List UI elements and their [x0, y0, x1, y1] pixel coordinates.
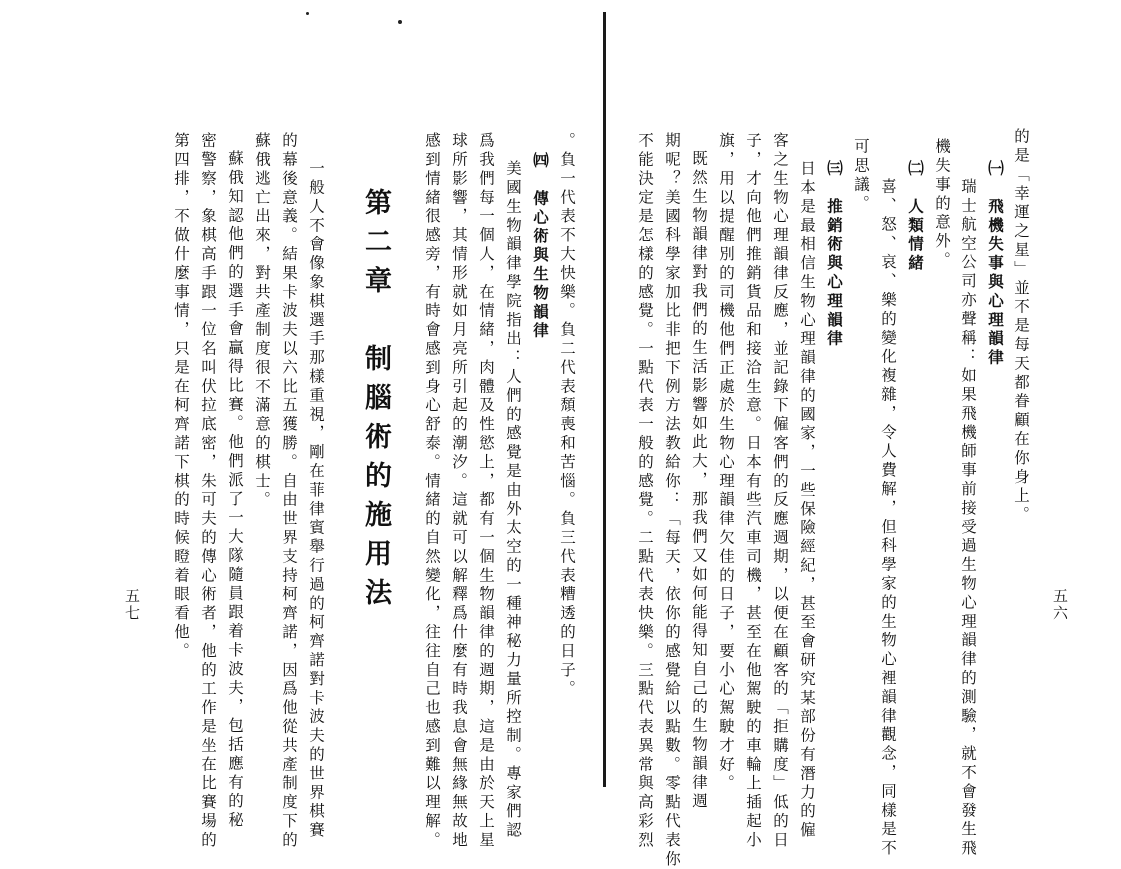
- page-number-right: 五六: [1051, 588, 1069, 622]
- text-column: 蘇俄逃亡出來，對共產制度很不滿意的棋士。: [253, 132, 271, 510]
- text-column: 。負一代表不大快樂。負二代表頹喪和苦惱。負三代表糟透的日子。: [558, 132, 576, 699]
- text-column: 的是「幸運之星」並不是每天都眷顧在你身上。: [1012, 128, 1030, 525]
- text-column: 球所影響，其情形就如月亮所引起的潮汐。這就可以解釋爲什麼有時我息會無緣無故地: [450, 132, 468, 851]
- text-column: 既然生物韻律對我們的生活影響如此大，那我們又如何能得知自己的生物韻律週: [690, 150, 708, 812]
- text-column: 爲我們每一個人，在情緒，肉體及性慾上，都有一個生物韻律的週期，這是由於天上星: [477, 132, 495, 851]
- text-column: 一般人不會像象棋選手那樣重視，剛在菲律賓舉行過的柯齊諾對卡波夫的世界棋賽: [307, 160, 325, 841]
- text-column: 瑞士航空公司亦聲稱：如果飛機師事前接受過生物心理韻律的測驗，就不會發生飛: [959, 178, 977, 859]
- text-column: 感到情緒很感旁，有時會感到身心舒泰。情緒的自然變化，往往自己也感到難以理解。: [423, 132, 441, 851]
- text-column: 旗，用以提醒別的司機他們正處於生物心理韻律欠佳的日子，要小心駕駛才好。: [717, 132, 735, 794]
- text-column: 不能決定是怎樣的感覺。一點代表一般的感覺。二點代表快樂。三點代表異常與高彩烈: [636, 132, 654, 851]
- text-column: 機失事的意外。: [933, 138, 951, 271]
- text-column: 蘇俄知認他們的選手會贏得比賽。他們派了一大隊隨員跟着卡波夫，包括應有的秘: [226, 150, 244, 831]
- section-heading: ㈡ 人類情緒: [906, 160, 925, 274]
- section-heading: ㈠ 飛機失事與心理韻律: [986, 160, 1005, 368]
- page-number-left: 五七: [123, 588, 141, 622]
- text-column: 的幕後意義。結果卡波夫以六比五獲勝。自由世界支持柯齊諾，因爲他從共產制度下的: [280, 132, 298, 851]
- book-gutter: [603, 12, 606, 787]
- text-column: 可思議。: [852, 138, 870, 214]
- ink-speck: [306, 12, 309, 15]
- text-column: 期呢？美國科學家加比非把下例方法教給你：「每天，依你的感覺給以點數。零點代表你: [663, 132, 681, 869]
- section-heading: ㈢ 推銷術與心理韻律: [825, 160, 844, 349]
- chapter-title: 第二章 制腦術的施用法: [360, 188, 391, 617]
- text-column: 日本是最相信生物心理韻律的國家，一些保險經紀，甚至會研究某部份有潛力的僱: [798, 160, 816, 841]
- text-column: 美國生物韻律學院指出：人們的感覺是由外太空的一種神秘力量所控制。專家們認: [504, 160, 522, 841]
- text-column: 子，才向他們推銷貨品和接洽生意。日本有些汽車司機，甚至在他駕駛的車輪上插起小: [744, 132, 762, 851]
- text-column: 密警察，象棋高手跟一位名叫伏拉底密，朱可夫的傳心術者，他的工作是坐在比賽場的: [199, 132, 217, 851]
- text-column: 第四排，不做什麼事情，只是在柯齊諾下棋的時候瞪着眼看他。: [172, 132, 190, 662]
- text-column: 喜、怒、哀、樂的變化複雜，令人費解，但科學家的生物心裡韻律觀念，同樣是不: [879, 178, 897, 859]
- ink-speck: [398, 20, 402, 24]
- section-heading: ㈣ 傳心術與生物韻律: [531, 152, 550, 341]
- text-column: 客之生物心理韻律反應，並記錄下僱客們的反應週期，以便在顧客的「拒購度」低的日: [771, 132, 789, 851]
